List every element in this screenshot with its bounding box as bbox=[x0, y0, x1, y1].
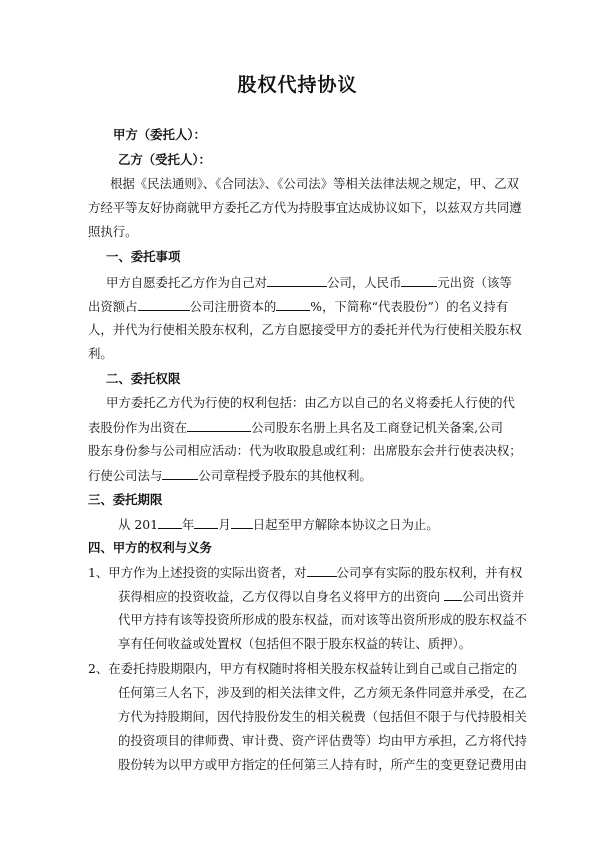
section-4-item-2-line-5: 股份转为以甲方或甲方指定的任何第三人持有时，所产生的变更登记费用由 bbox=[118, 757, 527, 772]
section-4-item-1-line-2: 获得相应的投资收益，乙方仅得以自身名义将甲方的出资向 公司出资并 bbox=[118, 589, 525, 604]
section-3-heading: 三、委托期限 bbox=[88, 492, 163, 507]
section-2-line-1: 甲方委托乙方代为行使的权利包括：由乙方以自己的名义将委托人行使的代 bbox=[106, 395, 515, 410]
section-1-line-3: 人，并代为行使相关股东权利，乙方自愿接受甲方的委托并代为行使相关股东权 bbox=[88, 322, 522, 337]
document-title: 股权代持协议 bbox=[237, 74, 358, 96]
section-2-line-3: 股东身份参与公司相应活动：代为收取股息或红利：出席股东会并行使表决权； bbox=[88, 443, 522, 458]
section-2-line-4: 行使公司法与 公司章程授予股东的其他权利。 bbox=[88, 468, 372, 483]
section-4-item-2-line-1: 2、在委托持股期限内，甲方有权随时将相关股东权益转让到自己或自己指定的 bbox=[88, 661, 518, 676]
section-2-heading: 二、委托权限 bbox=[106, 371, 181, 386]
section-1-line-1: 甲方自愿委托乙方作为自己对 公司，人民币 元出资（该等 bbox=[106, 275, 512, 290]
intro-line-3: 照执行。 bbox=[88, 224, 138, 239]
section-4-item-2-line-3: 方代为持股期间，因代持股份发生的相关税费（包括但不限于与代持股相关 bbox=[118, 709, 527, 724]
intro-line-1: 根据《民法通则》、《合同法》、《公司法》等相关法律法规之规定，甲、乙双 bbox=[110, 176, 519, 191]
party-b-label: 乙方（受托人）： bbox=[118, 152, 211, 167]
section-4-heading: 四、甲方的权利与义务 bbox=[88, 540, 212, 555]
section-4-item-1-line-4: 享有任何收益或处置权（包括但不限于股东权益的转让、质押）。 bbox=[118, 636, 472, 651]
section-4-item-2-line-4: 的投资项目的律师费、审计费、资产评估费等）均由甲方承担，乙方将代持 bbox=[118, 733, 527, 748]
section-4-item-1-line-3: 代甲方持有该等投资所形成的股东权益，而对该等出资所形成的股东权益不 bbox=[118, 612, 527, 627]
section-1-heading: 一、委托事项 bbox=[106, 249, 181, 264]
section-4-item-1-line-1: 1、甲方作为上述投资的实际出资者，对 公司享有实际的股东权利，并有权 bbox=[88, 565, 523, 580]
section-4-item-2-line-2: 任何第三人名下，涉及到的相关法律文件，乙方须无条件同意并承受，在乙 bbox=[118, 685, 527, 700]
section-1-line-4: 利。 bbox=[88, 346, 113, 361]
section-1-line-2: 出资额占 公司注册资本的 %，下简称“代表股份”）的名义持有 bbox=[88, 299, 509, 314]
section-2-line-2: 表股份作为出资在 公司股东名册上具名及工商登记机关备案,公司 bbox=[88, 420, 503, 435]
section-3-line-1: 从 201 年 月 日起至甲方解除本协议之日为止。 bbox=[118, 517, 439, 532]
intro-line-2: 方经平等友好协商就甲方委托乙方代为持股事宜达成协议如下，以兹双方共同遵 bbox=[88, 200, 522, 215]
party-a-label: 甲方（委托人）： bbox=[113, 127, 206, 142]
